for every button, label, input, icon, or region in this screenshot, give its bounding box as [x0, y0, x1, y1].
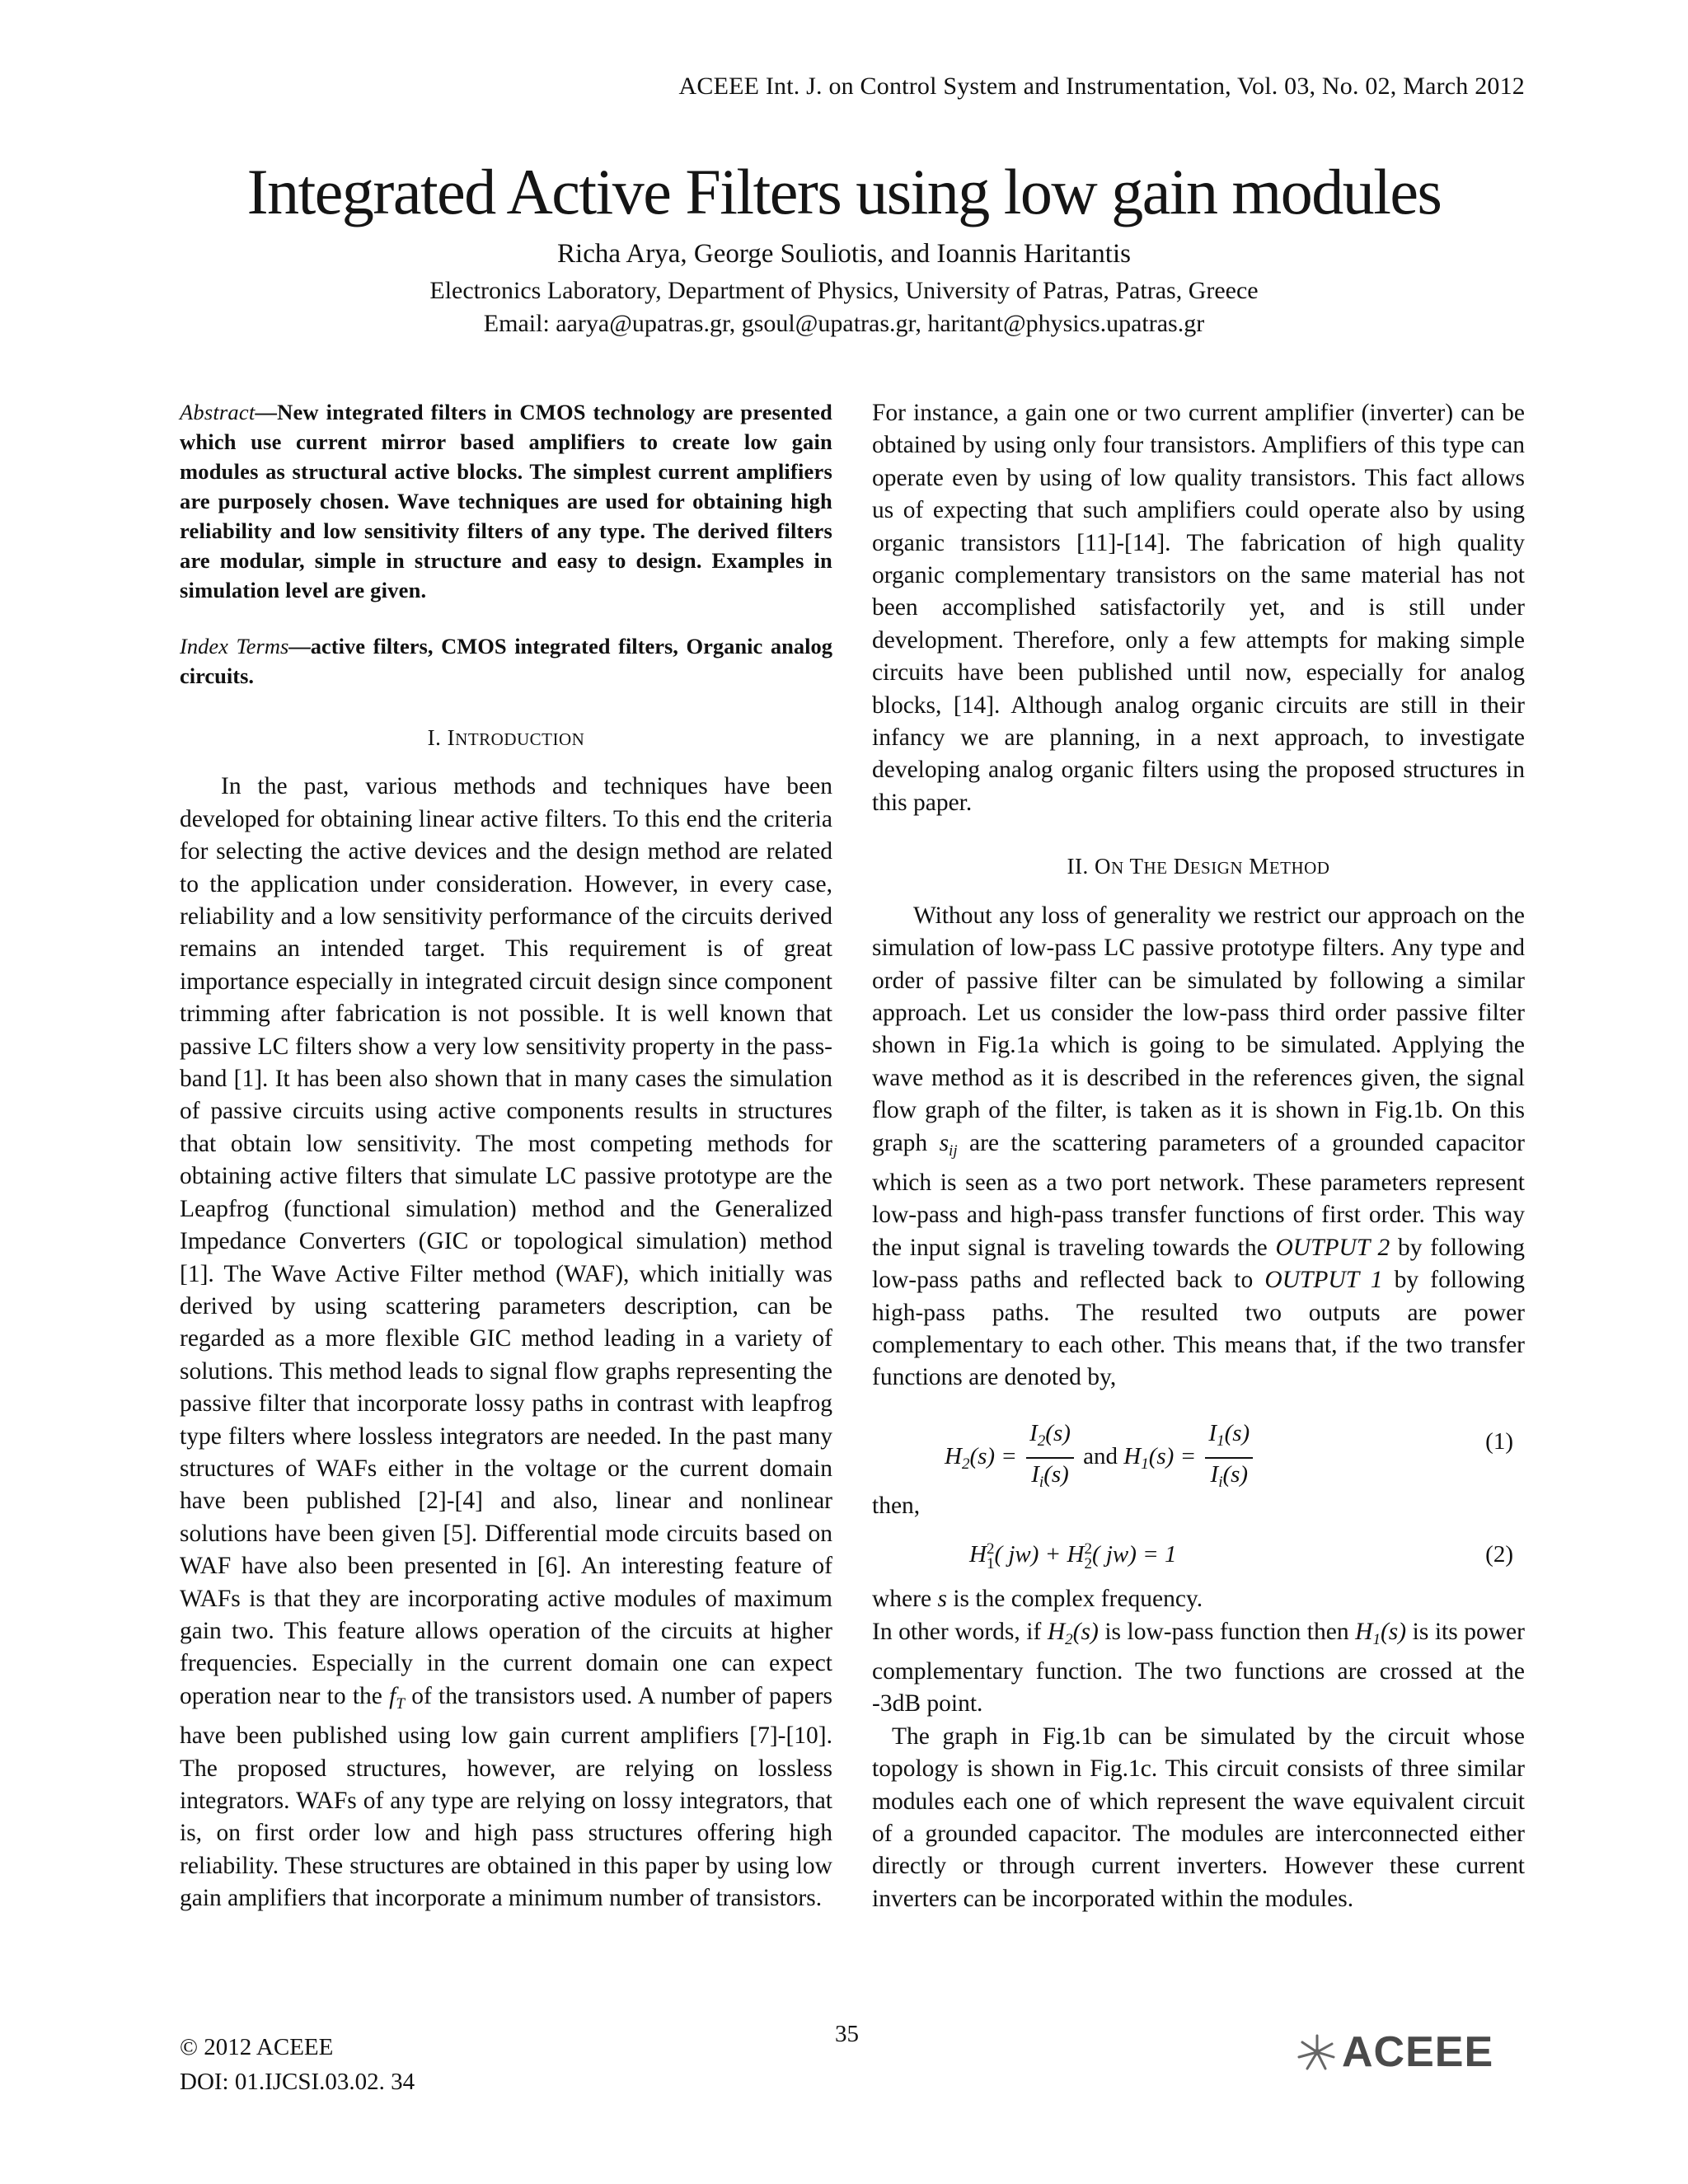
equation-1-body	[945, 1418, 1256, 1499]
logo-text: ACEEE	[1342, 2028, 1494, 2076]
heading-rest: HE	[1143, 858, 1168, 879]
design-text: is its power complementary function. The two functions are crossed at the -3dB point.	[872, 1618, 1525, 1718]
paper-email: Email: aarya@upatras.gr, gsoul@upatras.gr, haritant@physics.upatras.gr	[483, 310, 1205, 337]
heading-initial: I	[447, 725, 456, 750]
eq-subscript: i	[1218, 1474, 1223, 1492]
where-prefix: where	[872, 1586, 938, 1613]
eq-subscript: 1	[986, 1554, 995, 1572]
section-number: I.	[427, 725, 448, 750]
paper-authors: Richa Arya, George Souliotis, and Ioannis Haritantis	[557, 239, 1131, 269]
right-column	[872, 397, 1525, 1915]
star-burst-icon	[1296, 2032, 1339, 2072]
heading-rest: ESIGN	[1189, 858, 1244, 879]
aceee-logo	[1296, 2027, 1526, 2077]
index-terms	[180, 631, 832, 691]
eq-arg: (s)	[1224, 1419, 1250, 1446]
heading-initial: D	[1173, 854, 1190, 879]
eq-subscript: 1	[1217, 1432, 1225, 1450]
eq-symbol: H	[969, 1541, 987, 1568]
intro-text-a: In the past, various methods and techniques have been developed for obtaining linear active filters. To this end the criteria for selecting the active devices and the design method are related to the application under consideration. However, in every case, reliability and a low sensitivity performance of the circuits derived remains an intended target. This requirement is of great importance especially in integrated circuit design since component trimming after fabrication is not possible. It is well known that passive LC filters show a very low sensitivity property in the pass-band [1]. It has been also shown that in many cases the simulation of passive circuits using active components results in structures that obtain low sensitivity. The most competing methods for obtaining active filters that simulate LC passive prototype are the Leapfrog (functional simulation) method and the Generalized Impedance Converters (GIC or topological simulation) method [1]. The Wave Active Filter method (WAF), which initially was derived by using scattering parameters description, can be regarded as a more flexible GIC method leading in a variety of solutions. This method leads to signal flow graphs representing the passive filter that incorporate lossy paths in contrast with leapfrog type filters where lossless integrators are needed. In the past many structures of WAFs either in the voltage or the current domain have been published [2]-[4] and also, linear and nonlinear solutions have been given [5]. Differential mode circuits based on WAF have also been presented in [6]. An interesting feature of WAFs is that they are incorporating active modules of maximum gain two. This feature allows operation of the circuits at higher frequencies. Especially in the current domain one can expect operation near to the	[180, 773, 832, 1709]
abstract	[180, 397, 832, 605]
eq-superscript: 2	[986, 1540, 995, 1558]
design-paragraph-2	[872, 1616, 1525, 1721]
section-number: II.	[1067, 854, 1095, 879]
output1-label: OUTPUT 1	[1264, 1267, 1383, 1294]
heading-rest: N	[1111, 858, 1124, 879]
design-text: is low-pass function then	[1098, 1618, 1356, 1645]
footer-copyright: © 2012 ACEEE	[180, 2034, 334, 2060]
eq-arg: ( jw) +	[994, 1541, 1067, 1568]
design-paragraph-3: The graph in Fig.1b can be simulated by the circuit whose topology is shown in Fig.1c. This circuit consists of three similar modules each one of which represent the wave equivalent circuit of a grounded capacitor. The modules are interconnected either directly or through current inverters. However these current inverters can be incorporated within the modules.	[872, 1722, 1525, 1912]
abstract-label: Abstract	[180, 400, 256, 424]
equation-1-number: (1)	[1485, 1427, 1513, 1455]
output2-label: OUTPUT 2	[1275, 1234, 1390, 1261]
footer-doi: DOI: 01.IJCSI.03.02. 34	[180, 2069, 415, 2095]
eq-symbol: I	[1029, 1419, 1038, 1446]
then-text: then,	[872, 1492, 921, 1519]
section-heading-introduction	[180, 722, 832, 756]
equation-2	[872, 1530, 1525, 1578]
heading-initial: O	[1095, 854, 1112, 879]
h1-subscript: 1	[1372, 1630, 1381, 1648]
design-text-b: are the scattering parameters of a grounded capacitor which is seen as a two port network. These parameters represent low-pass and high-pass transfer functions of first order. This way the input signal is traveling towards the	[872, 1129, 1525, 1261]
design-text-a: Without any loss of generality we restrict our approach on the simulation of low-pass LC passive prototype filters. Any type and order of passive filter can be simulated by following a similar approach. Let us consider the low-pass third order passive filter shown in Fig.1a which is going to be simulated. Applying the wave method as it is described in the references given, the signal flow graph of the filter, is taken as it is shown in Fig.1b. On this graph	[872, 902, 1525, 1156]
eq-subscript: 1	[1141, 1455, 1149, 1473]
h2-arg: (s)	[1072, 1618, 1099, 1645]
eq-subscript: 2	[1084, 1554, 1092, 1572]
paper-title: Integrated Active Filters using low gain modules	[246, 156, 1442, 227]
eq-arg: (s)	[1043, 1461, 1069, 1488]
equation-2-body	[969, 1539, 1177, 1571]
index-terms-label: Index Terms	[180, 634, 289, 658]
eq-symbol: H	[1067, 1541, 1085, 1568]
paper-affiliation: Electronics Laboratory, Department of Physics, University of Patras, Patras, Greece	[429, 277, 1259, 304]
equation-1	[872, 1403, 1525, 1492]
h1-arg: (s)	[1380, 1618, 1407, 1645]
eq-arg: (s) =	[1148, 1442, 1197, 1469]
eq-symbol: I	[1210, 1461, 1219, 1488]
h2-symbol: H	[1047, 1618, 1066, 1645]
sij-subscript: ij	[949, 1141, 958, 1160]
fraction-2	[1205, 1418, 1253, 1499]
eq-arg: (s) =	[969, 1442, 1017, 1469]
eq-symbol: I	[1031, 1461, 1039, 1488]
where-suffix: is the complex frequency.	[946, 1586, 1203, 1613]
eq-arg: (s)	[1045, 1419, 1071, 1446]
journal-header: ACEEE Int. J. on Control System and Instrumentation, Vol. 03, No. 02, March 2012	[678, 73, 1525, 100]
eq-arg: (s)	[1222, 1461, 1249, 1488]
h2-subscript: 2	[1065, 1630, 1073, 1648]
heading-initial: T	[1129, 854, 1144, 879]
intro-paragraph-1	[180, 771, 832, 1915]
eq-subscript: 2	[961, 1455, 970, 1473]
eq-symbol: I	[1208, 1419, 1217, 1446]
h1-symbol: H	[1355, 1618, 1373, 1645]
intro-text-b: of the transistors used. A number of papers have been published using low gain current amplifiers [7]-[10]. The proposed structures, however, are relying on lossless integrators. WAFs of any type are relying on lossy integrators, that is, on first order low and high pass structures offering high reliability. These structures are obtained in this paper by using low gain amplifiers that incorporate a minimum number of transistors.	[180, 1682, 832, 1912]
s-symbol: s	[937, 1586, 947, 1613]
index-terms-body: —active filters, CMOS integrated filters, Organic analog circuits.	[180, 634, 832, 688]
heading-initial: M	[1249, 854, 1269, 879]
eq-arg: ( jw) = 1	[1091, 1541, 1177, 1568]
ft-subscript: T	[396, 1694, 405, 1713]
section-heading-design-method	[872, 851, 1525, 884]
where-text	[872, 1583, 1525, 1615]
eq-symbol: H	[1123, 1442, 1142, 1469]
fraction-1	[1026, 1418, 1074, 1499]
abstract-body: —New integrated filters in CMOS technology are presented which use current mirror based amplifiers to create low gain modules as structural active blocks. The simplest current amplifiers are purposely chosen. Wave techniques are used for obtaining high reliability and low sensitivity filters of any type. The derived filters are modular, simple in structure and easy to design. Examples in simulation level are given.	[180, 400, 832, 602]
design-text: In other words, if	[872, 1618, 1048, 1645]
design-text-d: by following high-pass paths. The resulted two outputs are power complementary to each other. This means that, if the two transfer functions are denoted by,	[872, 1267, 1525, 1391]
page-number: 35	[835, 2021, 859, 2047]
design-text-c: by following low-pass paths and reflected back to	[872, 1234, 1525, 1294]
equation-2-number: (2)	[1485, 1541, 1513, 1568]
ft-symbol: f	[389, 1682, 396, 1709]
eq-superscript: 2	[1084, 1540, 1092, 1558]
heading-rest: ETHOD	[1268, 858, 1330, 879]
left-column	[180, 397, 832, 1915]
design-paragraph-1	[872, 900, 1525, 1394]
eq-subscript: i	[1039, 1474, 1044, 1492]
eq-and: and	[1083, 1442, 1118, 1469]
heading-rest: NTRODUCTION	[455, 729, 585, 749]
sij-symbol: s	[939, 1129, 950, 1156]
eq-subscript: 2	[1037, 1432, 1046, 1450]
eq-symbol: H	[945, 1442, 962, 1469]
intro-paragraph-2: For instance, a gain one or two current amplifier (inverter) can be obtained by using only four transistors. Amplifiers of this type can operate even by using of low quality transistors. This fact allows us of expecting that such amplifiers could operate also by using organic transistors [11]-[14]. The fabrication of high quality organic complementary transistors on the same material has not been accomplished satisfactorily yet, and is still under development. Therefore, only a few attempts for making simple circuits have been published until now, especially for analog blocks, [14]. Although analog organic circuits are still in their infancy we are planning, in a next approach, to investigate developing analog organic filters using the proposed structures in this paper.	[872, 400, 1525, 816]
